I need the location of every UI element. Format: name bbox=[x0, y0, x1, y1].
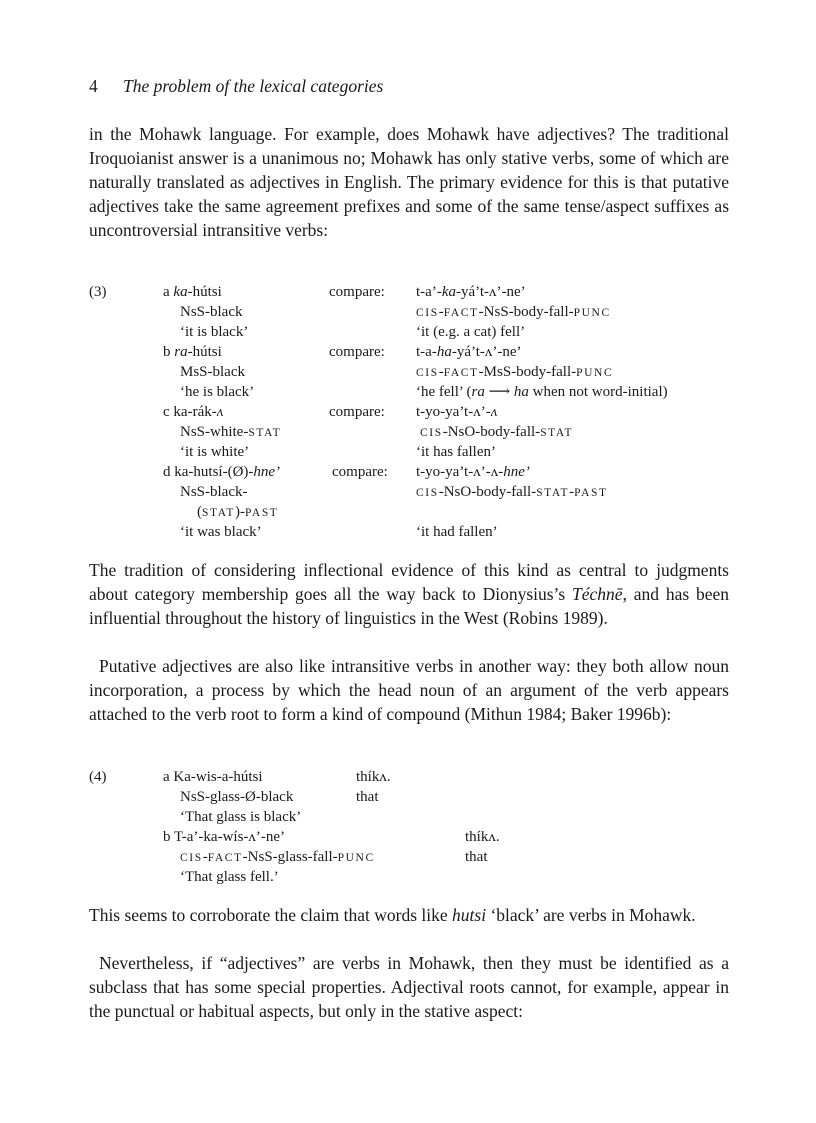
gloss: that bbox=[356, 789, 379, 805]
word: thíkʌ. bbox=[356, 769, 391, 785]
compare-translation: ‘he fell’ (ra ⟶ ha when not word-initial) bbox=[416, 384, 668, 400]
compare-form: t-a’-ka-yá’t-ʌ’-ne’ bbox=[416, 284, 526, 300]
translation: ‘it is white’ bbox=[180, 444, 250, 460]
translation: ‘it was black’ bbox=[180, 524, 262, 540]
gloss: that bbox=[465, 849, 488, 865]
example-letter: a ka-hútsi bbox=[163, 284, 222, 300]
paragraph-5: Nevertheless, if “adjectives” are verbs in Mohawk, then they must be identified as a subclass that has some special properties. Adjectival roots cannot, for example, appear in the punctual or habitual aspects, but only in the stative aspect: bbox=[89, 953, 729, 1021]
translation: ‘That glass fell.’ bbox=[180, 869, 279, 885]
compare-gloss: CIS-FACT-MsS-body-fall-PUNC bbox=[416, 364, 614, 380]
gloss-continuation: (STAT)-PAST bbox=[197, 504, 279, 520]
example-number: (3) bbox=[89, 284, 107, 300]
example-letter: b T-a’-ka-wís-ʌ’-ne’ bbox=[163, 829, 286, 845]
paragraph-3: Putative adjectives are also like intransitive verbs in another way: they both allow noun incorporation, a process by which the head noun of an argument of the verb appears attached to the verb root to form a kind of compound (Mithun 1984; Baker 1996b): bbox=[89, 656, 729, 724]
compare-form: t-yo-ya’t-ʌ’-ʌ bbox=[416, 404, 498, 420]
running-header bbox=[89, 76, 383, 97]
paragraph-4: This seems to corroborate the claim that words like hutsi ‘black’ are verbs in Mohawk. bbox=[89, 905, 696, 925]
gloss: NsS-glass-Ø-black bbox=[180, 789, 294, 805]
gloss: NsS-black- bbox=[180, 484, 248, 500]
compare-gloss: CIS-NsO-body-fall-STAT-PAST bbox=[416, 484, 608, 500]
translation: ‘it is black’ bbox=[180, 324, 249, 340]
word: thíkʌ. bbox=[465, 829, 500, 845]
gloss: CIS-FACT-NsS-glass-fall-PUNC bbox=[180, 849, 375, 865]
compare-label: compare: bbox=[329, 284, 385, 300]
translation: ‘That glass is black’ bbox=[180, 809, 302, 825]
example-letter: c ka-rák-ʌ bbox=[163, 404, 224, 420]
example-number: (4) bbox=[89, 769, 107, 785]
compare-gloss: CIS-FACT-NsS-body-fall-PUNC bbox=[416, 304, 611, 320]
running-title: The problem of the lexical categories bbox=[123, 76, 384, 96]
compare-form: t-a-ha-yá’t-ʌ’-ne’ bbox=[416, 344, 522, 360]
example-letter: a Ka-wis-a-hútsi bbox=[163, 769, 263, 785]
paragraph-1: in the Mohawk language. For example, does Mohawk have adjectives? The traditional Iroquoianist answer is a unanimous no; Mohawk has only stative verbs, some of which are naturally translated as adjectives in English. The primary evidence for this is that putative adjectives take the same agreement prefixes and some of the same tense/aspect suffixes as uncontroversial intransitive verbs: bbox=[89, 124, 729, 240]
compare-label: compare: bbox=[329, 404, 385, 420]
paragraph-2: The tradition of considering inflectional evidence of this kind as central to judgments about category membership goes all the way back to Dionysius’s Téchnē, and has been influential throughout the history of linguistics in the West (Robins 1989). bbox=[89, 560, 729, 628]
compare-label: compare: bbox=[332, 464, 388, 480]
translation: ‘he is black’ bbox=[180, 384, 255, 400]
compare-gloss: CIS-NsO-body-fall-STAT bbox=[420, 424, 574, 440]
compare-translation: ‘it had fallen’ bbox=[416, 524, 498, 540]
gloss: MsS-black bbox=[180, 364, 245, 380]
compare-translation: ‘it has fallen’ bbox=[416, 444, 496, 460]
gloss: NsS-black bbox=[180, 304, 243, 320]
example-letter: b ra-hútsi bbox=[163, 344, 222, 360]
compare-translation: ‘it (e.g. a cat) fell’ bbox=[416, 324, 526, 340]
compare-label: compare: bbox=[329, 344, 385, 360]
page-number: 4 bbox=[89, 76, 98, 96]
gloss: NsS-white-STAT bbox=[180, 424, 282, 440]
compare-form: t-yo-ya’t-ʌ’-ʌ-hne’ bbox=[416, 464, 530, 480]
example-letter: d ka-hutsí-(Ø)-hne’ bbox=[163, 464, 281, 480]
